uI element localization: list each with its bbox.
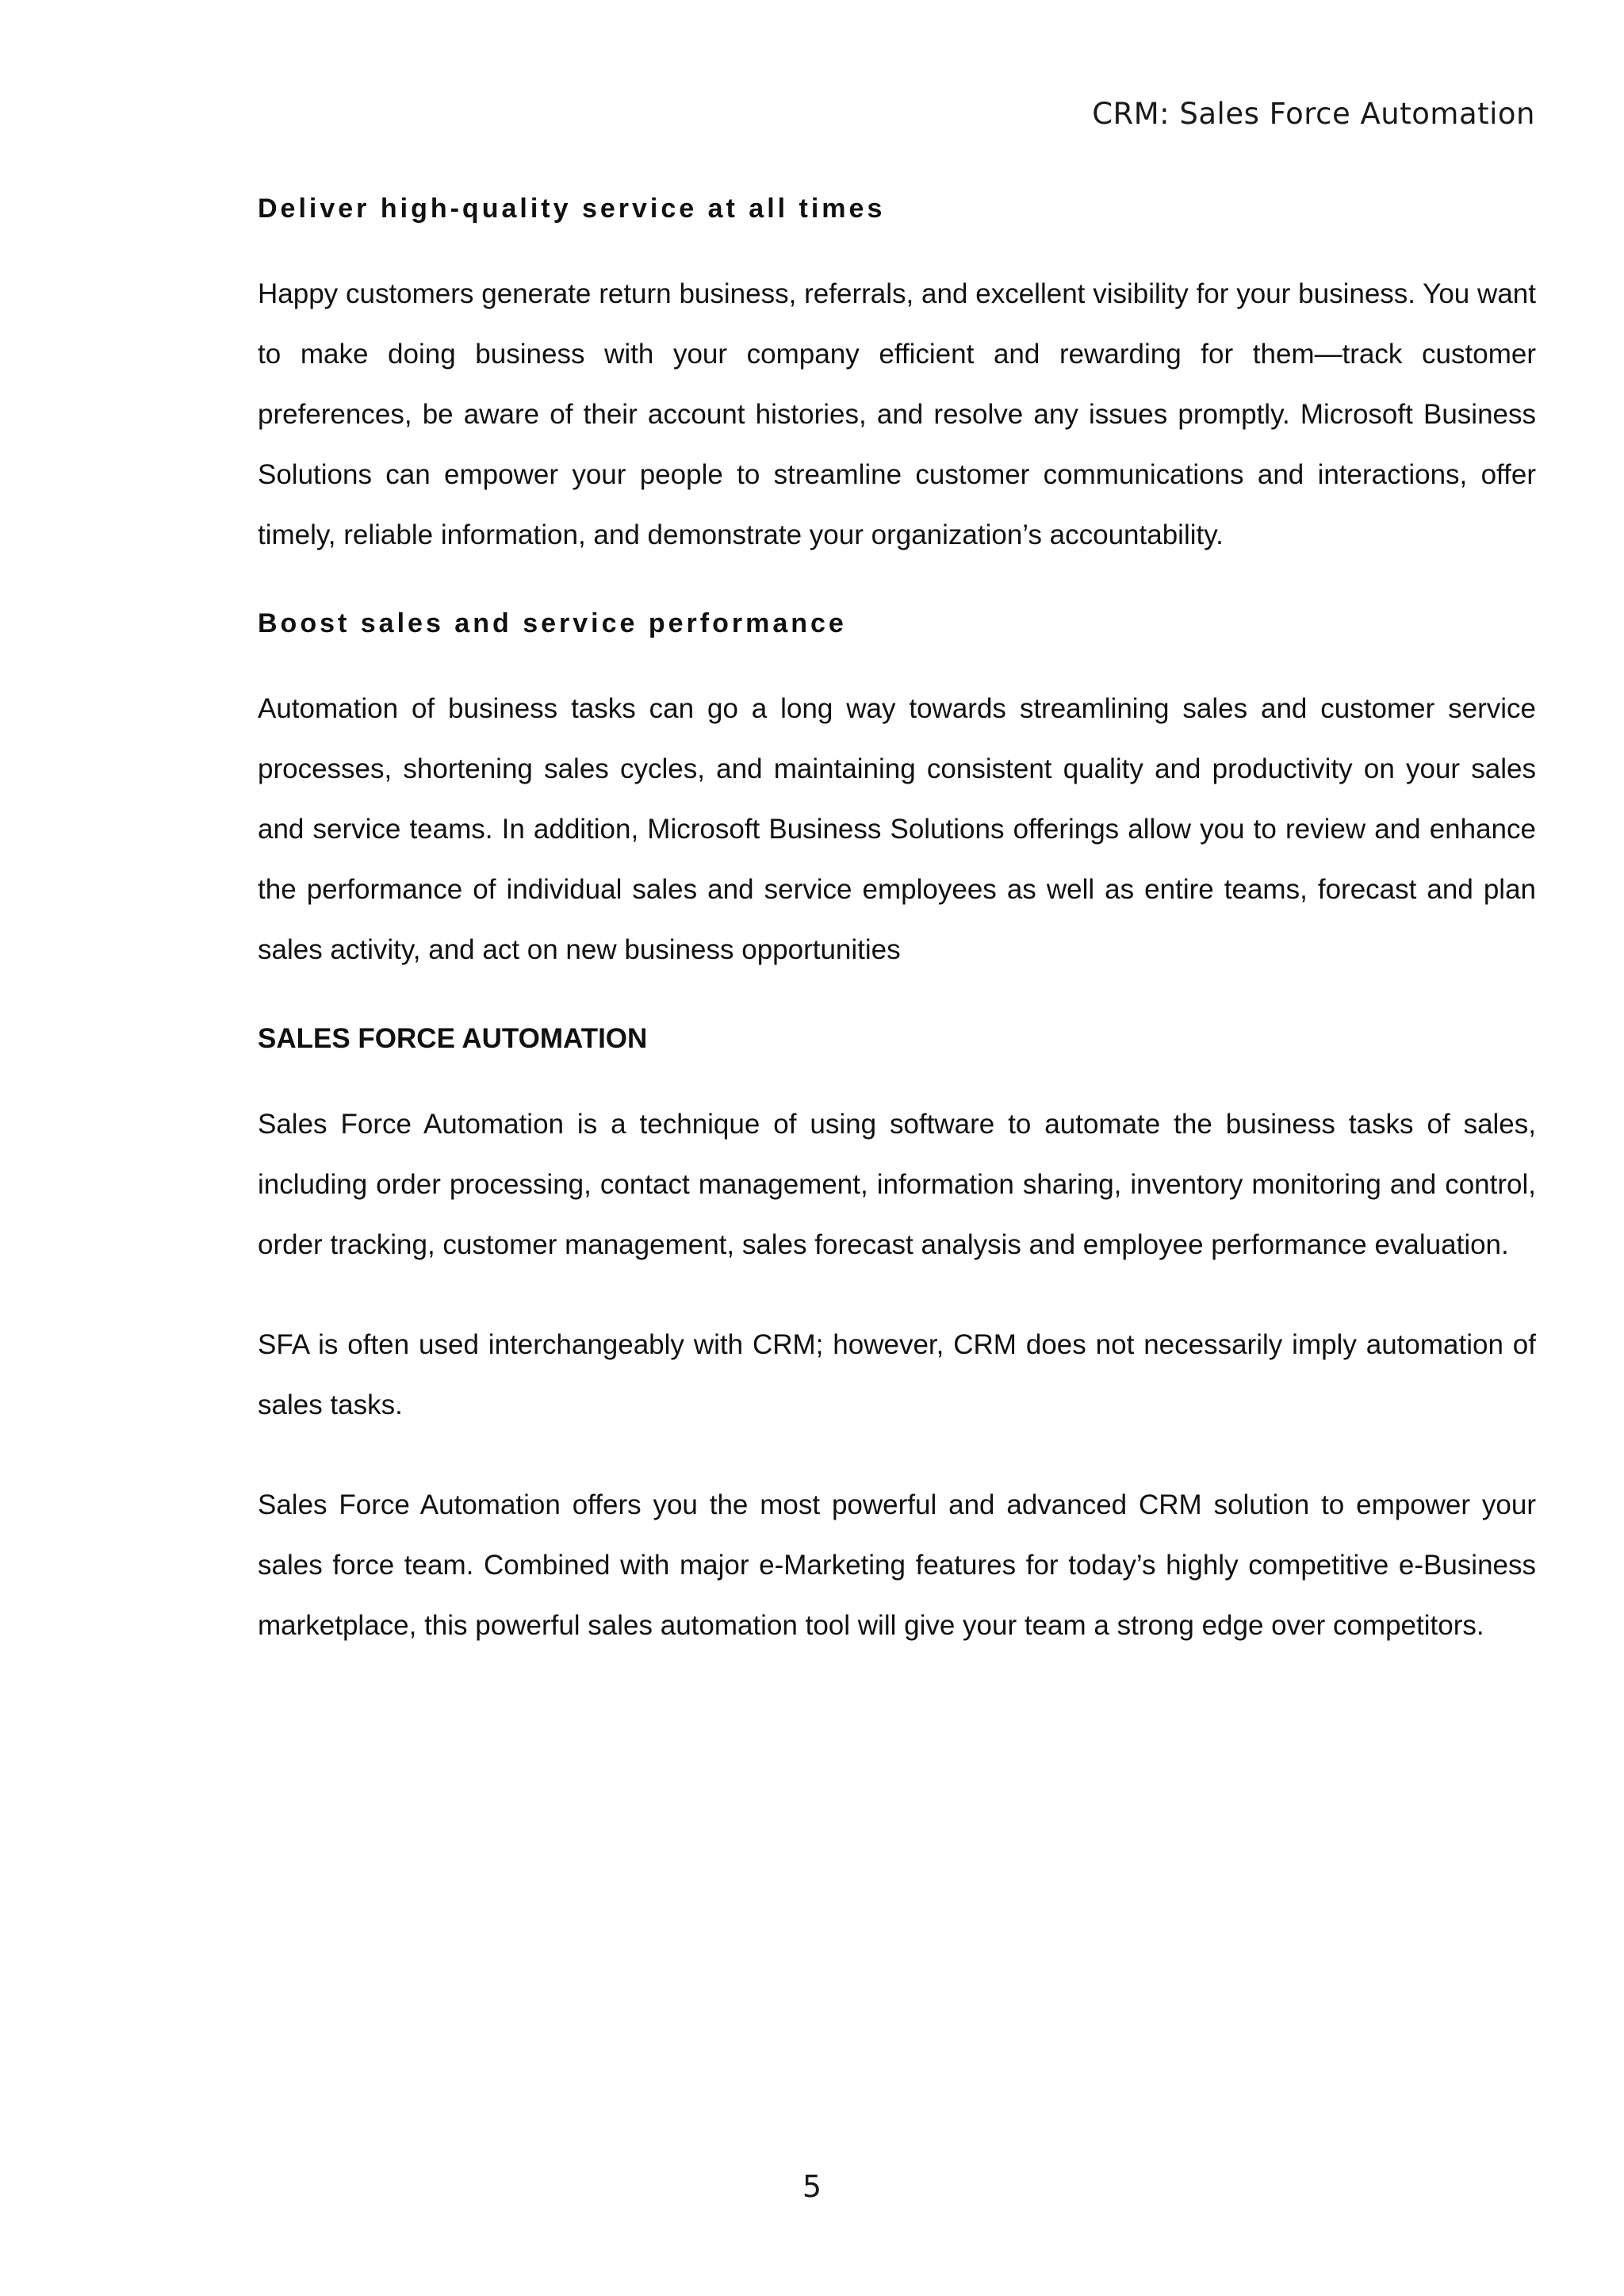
- paragraph-sfa-vs-crm: SFA is often used interchangeably with CRM; however, CRM does not necessarily imply automation of sales tasks.: [258, 1329, 1536, 1420]
- section-heading-boost-performance: Boost sales and service performance: [258, 608, 847, 638]
- section-heading-deliver-service: Deliver high-quality service at all times: [258, 194, 886, 224]
- paragraph-sfa-offers: Sales Force Automation offers you the most powerful and advanced CRM solution to empower your sales force team. Combined with major e-Marketing features for today’s highly competitive e-Business marketplace, this powerful sales automation tool will give your team a strong edge over competitors.: [258, 1489, 1536, 1641]
- section-heading-sales-force-automation: SALES FORCE AUTOMATION: [258, 1023, 648, 1054]
- page-number: 5: [802, 2169, 822, 2204]
- paragraph-happy-customers: Happy customers generate return business, referrals, and excellent visibility for your business. You want to make doing business with your company efficient and rewarding for them—track customer preferences, be aware of their account histories, and resolve any issues promptly. Microsoft Business Solutions can empower your people to streamline customer communications and interactions, offer timely, reliable information, and demonstrate your organization’s accountability.: [258, 278, 1536, 550]
- document-body: [258, 194, 1536, 1656]
- paragraph-sfa-definition: Sales Force Automation is a technique of using software to automate the business tasks of sales, including order processing, contact management, information sharing, inventory monitoring and control, order tracking, customer management, sales forecast analysis and employee performance evaluation.: [258, 1109, 1536, 1260]
- paragraph-automation-tasks: Automation of business tasks can go a long way towards streamlining sales and customer service processes, shortening sales cycles, and maintaining consistent quality and productivity on your sales and service teams. In addition, Microsoft Business Solutions offerings allow you to review and enhance the performance of individual sales and service employees as well as entire teams, forecast and plan sales activity, and act on new business opportunities: [258, 693, 1536, 965]
- running-header: CRM: Sales Force Automation: [1092, 97, 1535, 131]
